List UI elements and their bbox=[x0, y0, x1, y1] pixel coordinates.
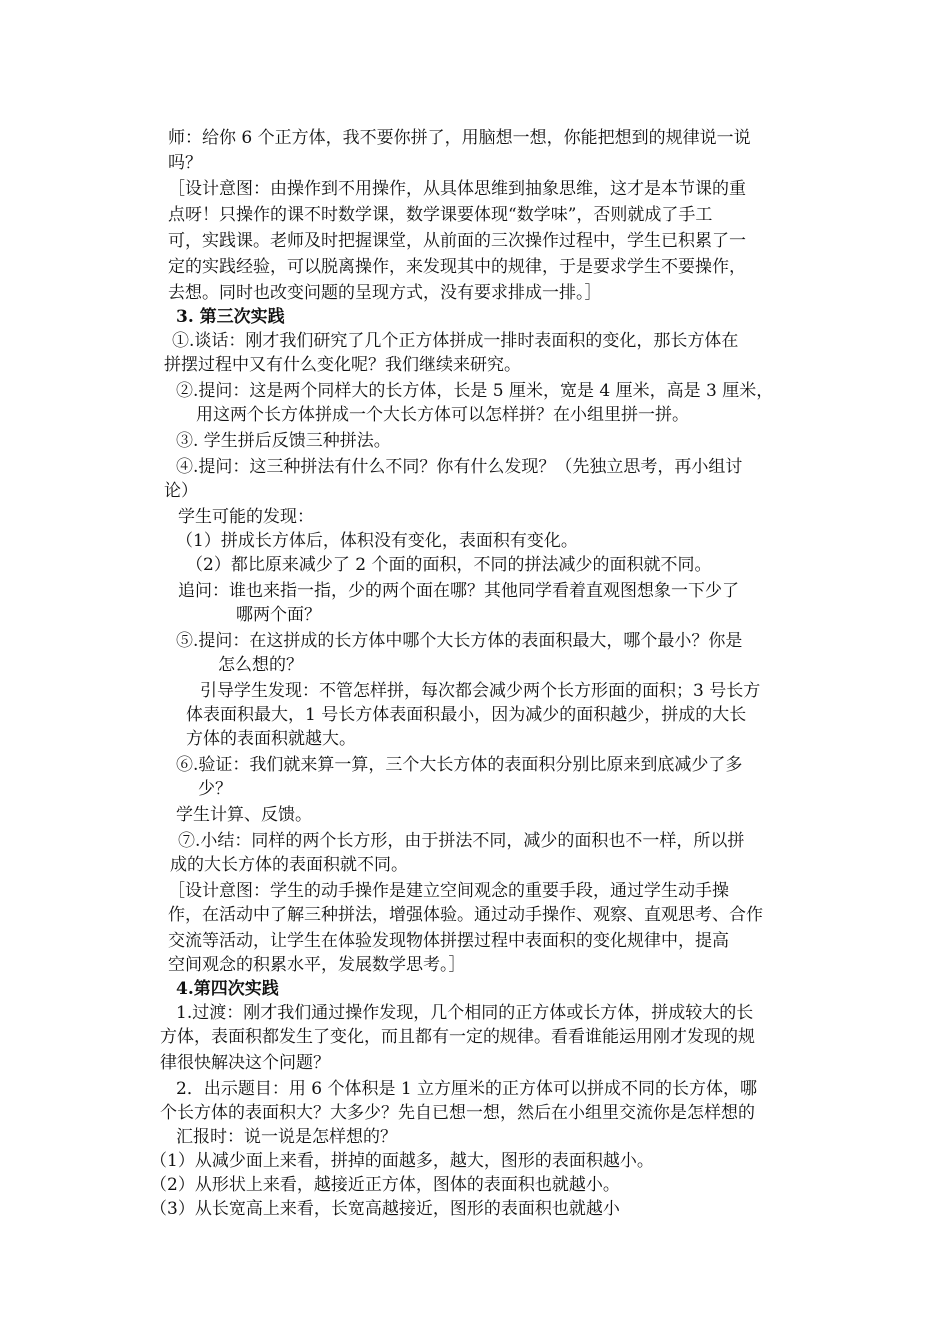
text-line: （2）从形状上来看，越接近正方体，图体的表面积也就越小。 bbox=[150, 1175, 620, 1195]
text-line: 哪两个面？ bbox=[236, 605, 321, 625]
text-line: ④.提问：这三种拼法有什么不同？你有什么发现？（先独立思考，再小组讨 bbox=[176, 457, 743, 477]
text-line: ［设计意图：学生的动手操作是建立空间观念的重要手段，通过学生动手操 bbox=[168, 881, 729, 901]
text-line: 方体的表面积就越大。 bbox=[186, 729, 356, 749]
text-line: 用这两个长方体拼成一个大长方体可以怎样拼？在小组里拼一拼。 bbox=[196, 405, 689, 425]
text-line: 定的实践经验，可以脱离操作，来发现其中的规律，于是要求学生不要操作， bbox=[168, 257, 746, 277]
text-line: 可，实践课。老师及时把握课堂，从前面的三次操作过程中，学生已积累了一 bbox=[168, 231, 746, 251]
text-line: 论） bbox=[164, 481, 198, 501]
text-line: ①.谈话：刚才我们研究了几个正方体拼成一排时表面积的变化，那长方体在 bbox=[172, 331, 739, 351]
text-line: 怎么想的？ bbox=[218, 655, 303, 675]
text-line: 引导学生发现：不管怎样拼，每次都会减少两个长方形面的面积；3 号长方 bbox=[200, 681, 761, 701]
text-line: 体表面积最大，1 号长方体表面积最小，因为减少的面积越少，拼成的大长 bbox=[186, 705, 747, 725]
section-heading: 3. 第三次实践 bbox=[176, 307, 285, 327]
text-line: 交流等活动，让学生在体验发现物体拼摆过程中表面积的变化规律中，提高 bbox=[168, 931, 729, 951]
text-line: 学生计算、反馈。 bbox=[176, 805, 312, 825]
text-line: ⑥.验证：我们就来算一算，三个大长方体的表面积分别比原来到底减少了多 bbox=[176, 755, 743, 775]
text-line: 拼摆过程中又有什么变化呢？我们继续来研究。 bbox=[164, 355, 521, 375]
text-line: 学生可能的发现： bbox=[178, 507, 314, 527]
text-line: 空间观念的积累水平，发展数学思考。］ bbox=[168, 955, 466, 975]
text-line: 去想。同时也改变问题的呈现方式，没有要求排成一排。］ bbox=[168, 283, 602, 303]
text-line: （1）从减少面上来看，拼掉的面越多，越大，图形的表面积越小。 bbox=[150, 1151, 654, 1171]
text-line: 点呀！只操作的课不时数学课，数学课要体现“数学味”，否则就成了手工 bbox=[168, 205, 713, 225]
text-line: 2．出示题目：用 6 个体积是 1 立方厘米的正方体可以拼成不同的长方体，哪 bbox=[176, 1079, 758, 1099]
text-line: 作，在活动中了解三种拼法，增强体验。通过动手操作、观察、直观思考、合作 bbox=[168, 905, 763, 925]
text-line: ⑦.小结：同样的两个长方形，由于拼法不同，减少的面积也不一样，所以拼 bbox=[178, 831, 745, 851]
text-line: ③. 学生拼后反馈三种拼法。 bbox=[176, 431, 391, 451]
text-line: 追问：谁也来指一指，少的两个面在哪？其他同学看着直观图想象一下少了 bbox=[178, 581, 739, 601]
text-line: 1.过渡：刚才我们通过操作发现，几个相同的正方体或长方体，拼成较大的长 bbox=[176, 1003, 754, 1023]
text-line: 个长方体的表面积大？大多少？先自已想一想，然后在小组里交流你是怎样想的 bbox=[160, 1103, 755, 1123]
text-line: 师：给你 6 个正方体，我不要你拼了，用脑想一想，你能把想到的规律说一说 bbox=[168, 128, 751, 148]
text-line: 少？ bbox=[198, 779, 232, 799]
text-line: 成的大长方体的表面积就不同。 bbox=[170, 855, 408, 875]
text-line: （1）拼成长方体后，体积没有变化，表面积有变化。 bbox=[176, 531, 578, 551]
text-line: ⑤.提问：在这拼成的长方体中哪个大长方体的表面积最大，哪个最小？你是 bbox=[176, 631, 743, 651]
text-line: ［设计意图：由操作到不用操作，从具体思维到抽象思维，这才是本节课的重 bbox=[168, 179, 746, 199]
text-line: 汇报时：说一说是怎样想的？ bbox=[176, 1127, 397, 1147]
text-line: 方体，表面积都发生了变化，而且都有一定的规律。看看谁能运用刚才发现的规 bbox=[160, 1027, 755, 1047]
text-line: 律很快解决这个问题？ bbox=[160, 1053, 330, 1073]
section-heading: 4.第四次实践 bbox=[176, 979, 279, 999]
text-line: （3）从长宽高上来看，长宽高越接近，图形的表面积也就越小 bbox=[150, 1199, 620, 1219]
text-line: 吗？ bbox=[168, 153, 202, 173]
text-line: （2）都比原来减少了 2 个面的面积，不同的拼法减少的面积就不同。 bbox=[186, 555, 712, 575]
text-line: ②.提问：这是两个同样大的长方体，长是 5 厘米，宽是 4 厘米，高是 3 厘米， bbox=[176, 381, 774, 401]
